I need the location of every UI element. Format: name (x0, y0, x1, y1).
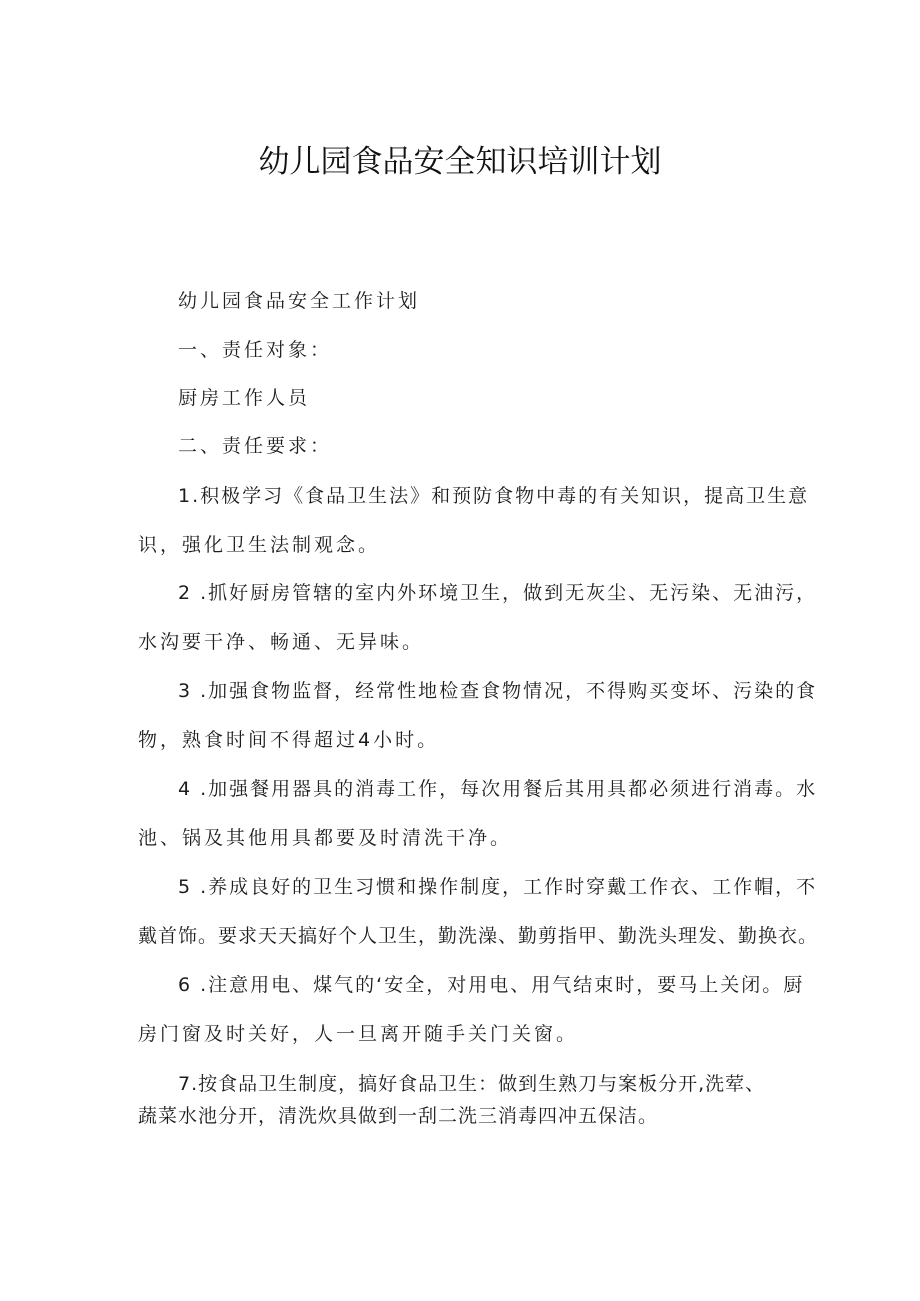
item-6-line-2: 房门窗及时关好，人一旦离开随手关门关窗。 (138, 1023, 579, 1045)
section-1-body: 厨房工作人员 (178, 387, 311, 409)
document-heading: 幼儿园食品安全工作计划 (178, 290, 421, 312)
item-7-line-1: 7.按食品卫生制度，搞好食品卫生：做到生熟刀与案板分开,洗荤、 (178, 1073, 766, 1095)
item-7-line-2: 蔬菜水池分开，清洗炊具做到一刮二洗三消毒四冲五保洁。 (138, 1105, 659, 1127)
item-5-line-2: 戴首饰。要求天天搞好个人卫生，勤洗澡、勤剪指甲、勤洗头理发、勤换衣。 (138, 925, 819, 947)
item-3-line-1: 3 .加强食物监督，经常性地检查食物情况，不得购买变坏、污染的食 (178, 680, 818, 702)
item-6-line-1: 6 .注意用电、煤气的‘安全，对用电、用气结束时，要马上关闭。厨 (178, 974, 805, 996)
item-4-line-2: 池、锅及其他用具都要及时清洗干净。 (138, 827, 513, 849)
section-2-label: 二、责任要求： (178, 435, 333, 457)
item-5-line-1: 5 .养成良好的卫生习惯和操作制度，工作时穿戴工作衣、工作帽，不 (178, 876, 818, 898)
item-1-line-1: 1.积极学习《食品卫生法》和预防食物中毒的有关知识，提高卫生意 (178, 485, 810, 507)
item-4-line-1: 4 .加强餐用器具的消毒工作，每次用餐后其用具都必须进行消毒。水 (178, 778, 818, 800)
item-2-line-1: 2 .抓好厨房管辖的室内外环境卫生，做到无灰尘、无污染、无油污， (178, 582, 818, 604)
document-title: 幼儿园食品安全知识培训计划 (258, 144, 662, 180)
item-3-line-2: 物，熟食时间不得超过4小时。 (138, 729, 440, 751)
item-1-line-2: 识，强化卫生法制观念。 (138, 534, 381, 556)
item-2-line-2: 水沟要干净、畅通、无异味。 (138, 631, 425, 653)
section-1-label: 一、责任对象： (178, 339, 333, 361)
